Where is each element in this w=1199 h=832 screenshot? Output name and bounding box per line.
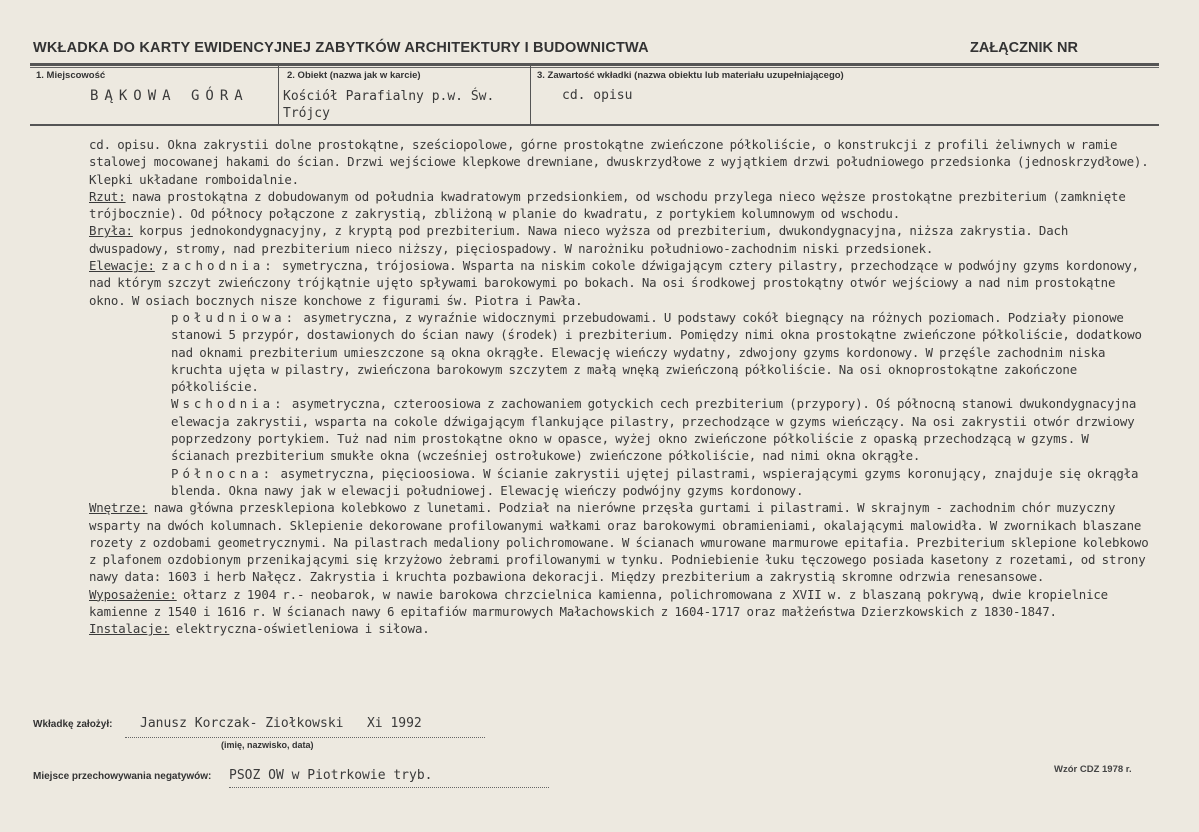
paragraph: [89, 222, 1149, 257]
section-label: Wyposażenie:: [89, 586, 177, 602]
paragraph: [89, 188, 1149, 223]
subsection-label: Wschodnia:: [171, 396, 286, 412]
field-label-content: 3. Zawartość wkładki (nazwa obiektu lub materiału uzupełniającego): [537, 70, 844, 81]
paragraph: [89, 620, 1149, 637]
fields-rule: [30, 124, 1159, 126]
field-label-object: 2. Obiekt (nazwa jak w karcie): [287, 70, 421, 81]
negatives-location-value: PSOZ OW w Piotrkowie tryb.: [229, 768, 433, 783]
subsection-label: południowa:: [171, 309, 298, 325]
author-line: [125, 737, 485, 738]
section-text: symetryczna, trójosiowa. Wsparta na niskim cokole dźwigającym cztery pilastry, przechodzące w podwójny gzyms kordonowy, nad którym szczyt zwieńczony trójkątnie ujęto spływami barokowymi po bokach. Na osi środkowej prostokątny otwór wejściowy a nad nim prostokątne okno. W osiach bocznych nisze konchowe z figurami św. Piotra i Pawła.: [89, 258, 1139, 308]
content-value: cd. opisu: [562, 88, 633, 103]
description-body: [89, 136, 1149, 638]
paragraph: [89, 395, 1149, 464]
header-rule: [30, 63, 1159, 66]
section-text: korpus jednokondygnacyjny, z kryptą pod prezbiterium. Nawa nieco wyższa od prezbiterium, dwukondygnacyjna, niższa zakrystia. Dach dwuspadowy, stromy, nad prezbiterium nieco niższy, pięciospadowy. W narożniku południowo-zachodnim niski przedsionek.: [89, 223, 1069, 256]
author-value: Janusz Korczak- Ziołkowski Xi 1992: [140, 716, 422, 731]
section-text: ołtarz z 1904 r.- neobarok, w nawie barokowa chrzcielnica kamienna, polichromowana z XVII w. z blaszaną pokrywą, dwie kropielnice kamienne z 1540 i 1616 r. W ścianach nawy 6 epitafiów marmurowych Małachowskich z 1604-1717 oraz małżeństwa Dzierzkowskich z 1830-1847.: [89, 586, 1108, 620]
section-label: Instalacje:: [89, 621, 170, 637]
column-divider: [278, 66, 279, 124]
paragraph: [89, 499, 1149, 585]
section-text: asymetryczna, czteroosiowa z zachowaniem gotyckich cech prezbiterium (przypory). Oś północną stanowi dwukondygnacyjna elewacja zakrystii, wsparta na cokole dźwigającym flankujące pilastry, przechodzące w gzyms wieńczący. Na osi zakrystii otwór drzwiowy poprzedzony portykiem. Tuż nad nim prostokątne okno w opasce, wyżej okno zwieńczone półkoliście z opaską przechodzącą w gzyms. W ścianach prezbiterium smukłe okna (wcześniej ostrołukowe) zwieńczone półkoliście, nad nimi okna okrągłe.: [171, 396, 1137, 464]
section-text: nawa główna przesklepiona kolebkowo z lunetami. Podział na nierówne przęsła gurtami i pilastrami. W skrajnym - zachodnim chór muzyczny wsparty na dwóch kolumnach. Sklepienie dekorowane profilowanymi wałkami oraz barokowymi obramieniami, okalającymi malowidła. W zwornikach blaszane rozety z ozdobami geometrycznymi. Na pilastrach medaliony polichromowane. W ścianach wmurowane marmurowe epitafia. Prezbiterium sklepione kolebkowo z plafonem ozdobionym przenikającymi się krzyżowo żebrami profilowanymi w tynku. Podniebienie łuku tęczowego posiada kasetony z rozetami, od strony nawy data: 1603 i herb Nałęcz. Zakrystia i kruchta pozbawiona dekoracji. Między prezbiterium a zakrystią skromne odrzwia renesansowe.: [89, 500, 1149, 585]
section-label: Wnętrze:: [89, 500, 148, 516]
location-line: [229, 787, 549, 788]
section-text: asymetryczna, pięcioosiowa. W ścianie zakrystii ujętej pilastrami, wspierającymi gzyms koronujący, znajduje się okrągła blenda. Okna nawy jak w elewacji południowej. Elewację wieńczy podwójny gzyms kordonowy.: [171, 465, 1139, 498]
section-text: elektryczna-oświetleniowa i siłowa.: [169, 621, 430, 637]
paragraph: [89, 465, 1149, 500]
header-rule-thin: [30, 67, 1159, 68]
section-label: Rzut:: [89, 188, 126, 204]
section-text: nawa prostokątna z dobudowanym od południa kwadratowym przedsionkiem, od wschodu przylega nieco węższe prostokątne prezbiterium (zamknięte trójbocznie). Od północy połączone z zakrystią, zbliżoną w planie do kwadratu, z portykiem kolumnowym od wschodu.: [89, 188, 1126, 222]
column-divider: [530, 66, 531, 124]
section-text: asymetryczna, z wyraźnie widocznymi przebudowami. U podstawy cokół biegnący na różnych poziomach. Podziały pionowe stanowi 5 przypór, dostawionych do ścian nawy (środek) i prezbiterium. Pomiędzy nimi okna prostokątne zwieńczone półkoliście, dodatkowo nad oknami prezbiterium umieszczone są okna okrągłe. Elewację wieńczy wydatny, zdwojony gzyms kordonowy. W przęśle zachodnim niska kruchta ujęta w pilastry, zwieńczona barokowym szczytem z małą wnęką zwieńczoną półkoliście. Na osi oknoprostokątne zakończone półkoliście.: [171, 309, 1142, 395]
object-line: Trójcy: [283, 106, 330, 121]
paragraph: [89, 586, 1149, 621]
object-line: Kościół Parafialny p.w. Św.: [283, 89, 495, 104]
paragraph: [89, 257, 1149, 309]
section-label: Elewacje:: [89, 258, 155, 274]
negatives-location-label: Miejsce przechowywania negatywów:: [33, 771, 212, 782]
card-title: WKŁADKA DO KARTY EWIDENCYJNEJ ZABYTKÓW ARCHITEKTURY I BUDOWNICTWA: [33, 40, 649, 56]
paragraph: cd. opisu. Okna zakrystii dolne prostokątne, sześciopolowe, górne prostokątne zwieńczone półkoliście, o konstrukcji z profili żeliwnych w ramie stalowej mocowanej hakami do ścian. Drzwi wejściowe klepkowe drewniane, dwuskrzydłowe z wyjątkiem drzwi południowego przedsionka (jednoskrzydłowe). Klepki układane romboidalnie.: [89, 137, 1149, 187]
object-value: [283, 88, 523, 122]
field-label-place: 1. Miejscowość: [36, 70, 106, 81]
form-template-id: Wzór CDZ 1978 r.: [1054, 764, 1132, 775]
section-label: Bryła:: [89, 223, 133, 239]
paragraph: [89, 309, 1149, 395]
annex-label: ZAŁĄCZNIK NR: [970, 40, 1078, 56]
author-caption: (imię, nazwisko, data): [221, 740, 314, 750]
place-value: BĄKOWA GÓRA: [90, 88, 249, 104]
subsection-label: zachodnia:: [161, 258, 276, 274]
author-label: Wkładkę założył:: [33, 719, 113, 730]
subsection-label: Północna:: [171, 465, 275, 481]
